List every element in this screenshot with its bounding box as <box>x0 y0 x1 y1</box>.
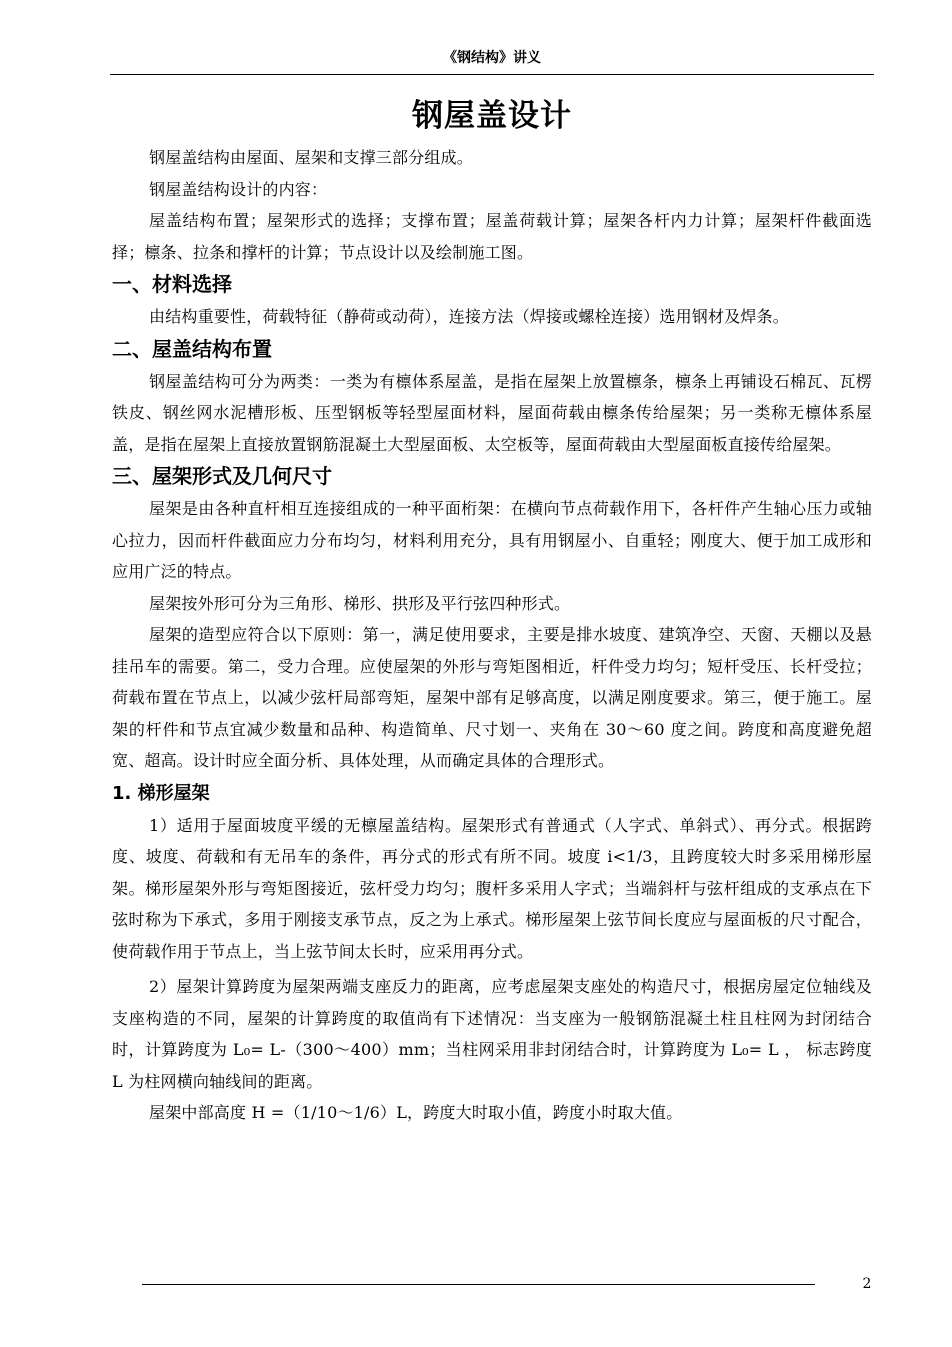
truss-form-paragraph-3: 屋架的造型应符合以下原则：第一，满足使用要求，主要是排水坡度、建筑净空、天窗、天棚以及悬挂吊车的需要。第二，受力合理。应使屋架的外形与弯矩图相近，杆件受力均匀；短杆受压、长杆受拉；荷载布置在节点上，以减少弦杆局部弯矩，屋架中部有足够高度，以满足刚度要求。第三，便于施工。屋架的杆件和节点宜减少数量和品种、构造简单、尺寸划一、夹角在 30～60 度之间。跨度和高度避免超宽、超高。设计时应全面分析、具体处理，从而确定具体的合理形式。 <box>112 625 872 770</box>
intro-paragraph-1: 钢屋盖结构由屋面、屋架和支撑三部分组成。 <box>149 148 474 167</box>
trapezoid-paragraph-2: 2）屋架计算跨度为屋架两端支座反力的距离，应考虑屋架支座处的构造尺寸，根据房屋定位轴线及支座构造的不同，屋架的计算跨度的取值尚有下述情况：当支座为一般钢筋混凝土柱且柱网为封闭结合时，计算跨度为 L₀= L-（300～400）mm；当柱网采用非封闭结合时，计算跨度为 L₀= L ， 标志跨度 L 为柱网横向轴线间的距离。 <box>112 977 872 1091</box>
running-header: 《钢结构》讲义 <box>443 50 541 66</box>
trapezoid-paragraph-3: 屋架中部高度 H =（1/10～1/6）L，跨度大时取小值，跨度小时取大值。 <box>149 1103 683 1122</box>
section-heading-materials: 一、材料选择 <box>112 272 232 296</box>
section-heading-truss-form: 三、屋架形式及几何尺寸 <box>112 464 332 488</box>
trapezoid-paragraph-1: 1）适用于屋面坡度平缓的无檩屋盖结构。屋架形式有普通式（人字式、单斜式）、再分式。根据跨度、坡度、荷载和有无吊车的条件，再分式的形式有所不同。坡度 i<1/3，且跨度较大时多采用梯形屋架。梯形屋架外形与弯矩图接近，弦杆受力均匀；腹杆多采用人字式；当端斜杆与弦杆组成的支承点在下弦时称为下承式，多用于刚接支承节点，反之为上承式。梯形屋架上弦节间长度应与屋面板的尺寸配合，使荷载作用于节点上，当上弦节间太长时，应采用再分式。 <box>112 815 872 961</box>
page-body <box>112 90 872 1129</box>
section-heading-layout: 二、屋盖结构布置 <box>112 336 272 361</box>
page-number: 2 <box>862 1276 872 1292</box>
intro-paragraph-3: 屋盖结构布置；屋架形式的选择；支撑布置；屋盖荷载计算；屋架各杆内力计算；屋架杆件截面选择；檩条、拉条和撑杆的计算；节点设计以及绘制施工图。 <box>112 211 872 262</box>
truss-form-paragraph-2: 屋架按外形可分为三角形、梯形、拱形及平行弦四种形式。 <box>149 593 571 613</box>
truss-form-paragraph-1: 屋架是由各种直杆相互连接组成的一种平面桁架：在横向节点荷载作用下，各杆件产生轴心压力或轴心拉力，因而杆件截面应力分布均匀，材料利用充分，具有用钢屋小、自重轻；刚度大、便于加工成形和应用广泛的特点。 <box>112 499 872 581</box>
footer-divider <box>142 1284 815 1285</box>
intro-paragraph-2: 钢屋盖结构设计的内容： <box>149 179 328 199</box>
page-title: 钢屋盖设计 <box>412 98 572 134</box>
materials-paragraph: 由结构重要性，荷载特征（静荷或动荷），连接方法（焊接或螺栓连接）选用钢材及焊条。 <box>149 307 790 326</box>
subsection-heading-trapezoid-truss: 1. 梯形屋架 <box>112 782 210 804</box>
header-divider <box>110 74 874 75</box>
layout-paragraph: 钢屋盖结构可分为两类：一类为有檩体系屋盖，是指在屋架上放置檩条，檩条上再铺设石棉瓦、瓦楞铁皮、钢丝网水泥槽形板、压型钢板等轻型屋面材料，屋面荷载由檩条传给屋架；另一类称无檩体系屋盖，是指在屋架上直接放置钢筋混凝土大型屋面板、太空板等，屋面荷载由大型屋面板直接传给屋架。 <box>112 371 872 454</box>
